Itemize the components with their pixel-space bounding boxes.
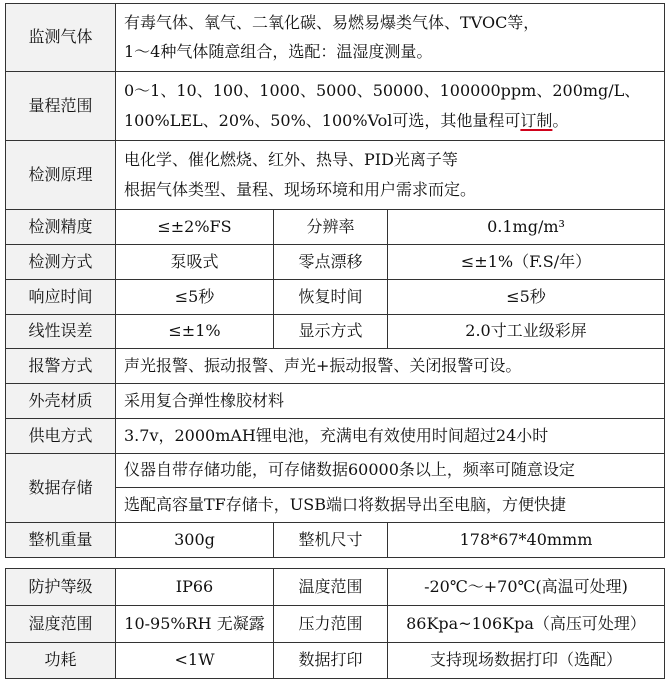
principle-line-1: 电化学、催化燃烧、红外、热导、PID光离子等 bbox=[124, 150, 458, 170]
table-row bbox=[6, 4, 665, 72]
gas-label: 监测气体 bbox=[6, 4, 116, 72]
accuracy-label: 检测精度 bbox=[6, 210, 116, 245]
humidity-label: 湿度范围 bbox=[6, 606, 116, 643]
spec-table bbox=[5, 3, 665, 558]
display-label: 显示方式 bbox=[274, 315, 388, 349]
principle-line-2: 根据气体类型、量程、现场环境和用户需求而定。 bbox=[124, 179, 477, 199]
range-line-2 bbox=[124, 112, 656, 130]
accuracy-value: ≤±2%FS bbox=[116, 210, 274, 245]
recovery-label: 恢复时间 bbox=[274, 280, 388, 315]
resolution-value: 0.1mg/m³ bbox=[388, 210, 665, 245]
response-value: ≤5秒 bbox=[116, 280, 274, 315]
range-line-2-end: 。 bbox=[552, 110, 569, 130]
table-row bbox=[6, 315, 665, 349]
storage-value-2: 选配高容量TF存储卡，USB端口将数据导出至电脑，方便快捷 bbox=[116, 488, 665, 523]
table-row bbox=[6, 523, 665, 558]
power-label: 供电方式 bbox=[6, 419, 116, 454]
temperature-label: 温度范围 bbox=[274, 569, 388, 606]
size-label: 整机尺寸 bbox=[274, 523, 388, 558]
drift-value: ≤±1%（F.S/年） bbox=[388, 245, 665, 280]
size-value: 178*67*40mmm bbox=[388, 523, 665, 558]
table-row bbox=[6, 569, 665, 606]
range-line-1: 0～1、10、100、1000、5000、50000、100000ppm、200mg/L、 bbox=[124, 81, 641, 101]
range-value bbox=[116, 72, 665, 141]
drift-label: 零点漂移 bbox=[274, 245, 388, 280]
range-line-2-text: 100%LEL、20%、50%、100%Vol可选，其他量程可 bbox=[124, 110, 521, 130]
power-value: 3.7v，2000mAH锂电池，充满电有效使用时间超过24小时 bbox=[116, 419, 665, 454]
method-value: 泵吸式 bbox=[116, 245, 274, 280]
weight-label: 整机重量 bbox=[6, 523, 116, 558]
table-row bbox=[6, 384, 665, 419]
consumption-value: <1W bbox=[116, 643, 274, 679]
principle-label: 检测原理 bbox=[6, 141, 116, 210]
pressure-value: 86Kpa~106Kpa（高压可处理） bbox=[388, 606, 665, 643]
weight-value: 300g bbox=[116, 523, 274, 558]
protection-label: 防护等级 bbox=[6, 569, 116, 606]
protection-value: IP66 bbox=[116, 569, 274, 606]
table-row bbox=[6, 606, 665, 643]
storage-value-1: 仪器自带存储功能，可存储数据60000条以上，频率可随意设定 bbox=[116, 454, 665, 488]
table-row bbox=[6, 72, 665, 141]
range-custom-underlined: 订制 bbox=[520, 110, 553, 130]
resolution-label: 分辨率 bbox=[274, 210, 388, 245]
response-label: 响应时间 bbox=[6, 280, 116, 315]
method-label: 检测方式 bbox=[6, 245, 116, 280]
table-row bbox=[6, 454, 665, 488]
alarm-label: 报警方式 bbox=[6, 349, 116, 384]
gas-line-1: 有毒气体、氧气、二氧化碳、易燃易爆类气体、TVOC等， bbox=[124, 12, 540, 32]
temperature-value: -20℃～+70℃(高温可处理) bbox=[388, 569, 665, 606]
table-row bbox=[6, 419, 665, 454]
gas-value bbox=[116, 4, 665, 72]
table-row bbox=[6, 210, 665, 245]
table-row bbox=[6, 141, 665, 210]
recovery-value: ≤5秒 bbox=[388, 280, 665, 315]
gas-line-2: 1～4种气体随意组合，选配：温湿度测量。 bbox=[124, 42, 433, 61]
env-table bbox=[5, 568, 665, 679]
alarm-value: 声光报警、振动报警、声光+振动报警、关闭报警可设。 bbox=[116, 349, 665, 384]
range-label: 量程范围 bbox=[6, 72, 116, 141]
table-row bbox=[6, 643, 665, 679]
table-row bbox=[6, 349, 665, 384]
housing-label: 外壳材质 bbox=[6, 384, 116, 419]
humidity-value: 10-95%RH 无凝露 bbox=[116, 606, 274, 643]
principle-value bbox=[116, 141, 665, 210]
printing-value: 支持现场数据打印（选配） bbox=[388, 643, 665, 679]
linearity-value: ≤±1% bbox=[116, 315, 274, 349]
storage-label: 数据存储 bbox=[6, 454, 116, 523]
printing-label: 数据打印 bbox=[274, 643, 388, 679]
linearity-label: 线性误差 bbox=[6, 315, 116, 349]
housing-value: 采用复合弹性橡胶材料 bbox=[116, 384, 665, 419]
consumption-label: 功耗 bbox=[6, 643, 116, 679]
pressure-label: 压力范围 bbox=[274, 606, 388, 643]
display-value: 2.0寸工业级彩屏 bbox=[388, 315, 665, 349]
table-row bbox=[6, 280, 665, 315]
table-row bbox=[6, 245, 665, 280]
